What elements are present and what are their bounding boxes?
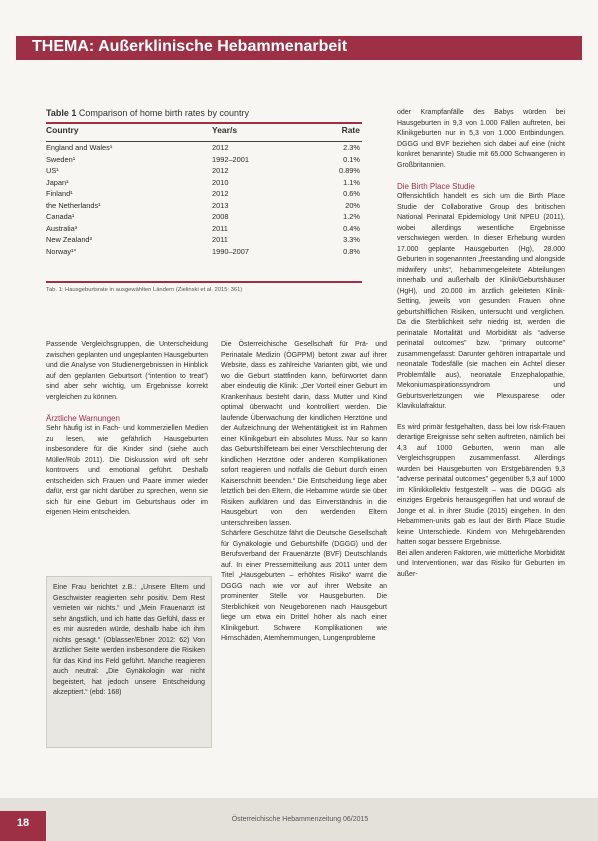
section-header-bar bbox=[16, 36, 582, 60]
column-middle bbox=[221, 340, 387, 645]
table-title-number: Table 1 bbox=[46, 108, 77, 118]
table-row bbox=[46, 189, 362, 201]
cell-country: England and Wales¹ bbox=[46, 143, 113, 152]
cell-country: Sweden¹ bbox=[46, 154, 76, 164]
table-row bbox=[46, 143, 362, 155]
section-header-title: THEMA: Außerklinische Hebammenarbeit bbox=[32, 38, 348, 55]
paragraph: Es wird primär festgehalten, dass bei low risk-Frauen derartige Ereignisse sehr selten auftreten, nämlich bei 4,3 auf 1000 Geburten, wenn man alle Vergleichsgruppen zusammenfasst. Allerdings wurden bei Hausgeburten von Erstgebärenden 9,3 “adverse perinatal outcomes” gegenüber 5,3 auf 1000 im Klinikkollektiv festgestellt – was die DGGG als einziges Ergebnis herausgegriffen hat und worauf de Jonge et al. in ihrer Studie (2015) eingehen. In den Hebammen-units gab es laut der Birth Place Studie keine Unterschiede. Kindern von Mehrgebärenden hatten sogar bessere Ergebnisse. bbox=[397, 423, 565, 546]
cell-country: Norway¹° bbox=[46, 246, 77, 256]
cell-rate: 0.89% bbox=[339, 166, 360, 175]
column-left bbox=[46, 340, 208, 519]
table-body bbox=[46, 143, 362, 258]
column-header-years: Year/s bbox=[212, 125, 238, 135]
cell-years: 2011 bbox=[212, 223, 228, 233]
cell-rate: 1.2% bbox=[343, 212, 360, 221]
cell-years: 2010 bbox=[212, 177, 229, 187]
column-right bbox=[397, 108, 565, 580]
cell-years: 2008 bbox=[212, 212, 229, 221]
cell-rate: 1.1% bbox=[343, 177, 360, 187]
table-row bbox=[46, 166, 362, 178]
column-header-rate: Rate bbox=[341, 125, 360, 135]
paragraph: Bei allen anderen Faktoren, wie mütterliche Morbidität und Interventionen, war das Risiko für Geburten im außer- bbox=[397, 549, 565, 578]
cell-country: New Zealand³ bbox=[46, 235, 93, 244]
column-header-country: Country bbox=[46, 125, 79, 135]
table-row bbox=[46, 224, 362, 236]
table-bottom-rule bbox=[46, 281, 362, 283]
cell-country: Canada¹ bbox=[46, 212, 75, 221]
cell-country: Japan¹ bbox=[46, 177, 69, 187]
paragraph: Offensichtlich handelt es sich um die Birth Place Studie der Collaborative Group des britischen National Perinatal Epidemiology Unit NPEU (2011), wobei allerdings wesentliche Ergebnisse verschwiegen werden. In dieser Erhebung wurden 17.000 geplante Hausgeburten (Hg), 28.000 Geburten in sogenannten „freestanding und alongside midwifery units“, hebammengeleitete Abteilungen innerhalb und außerhalb der Klinik/Geburtshäuser (HgH), und 20.000 im ärztlich geleiteten Klinik-Setting, jeweils von gesunden Frauen ohne geburtshilflichen Risiken, untersucht und verglichen. Da die Sterblichkeit sehr niedrig ist, werden die perinatale Mortalität und Morbidität als “adverse perinatal outcomes” bzw. “primary outcome” zusammengefasst: Darunter gehören intrapartale und neonatale Todesfälle (sie machen ein Achtel dieser Problemfälle aus), neonatale Enzephalopathie, Mekoniumaspirationssyndrom und Geburtsverletzungen wie Plexusparese oder Klavikulafraktur. bbox=[397, 193, 565, 410]
cell-rate: 2.3% bbox=[343, 143, 360, 152]
cell-years: 2012 bbox=[212, 189, 229, 198]
cell-country: Australia³ bbox=[46, 223, 78, 233]
subheading-aerztliche-warnungen: Ärztliche Warnungen bbox=[46, 414, 120, 423]
quote-text: Eine Frau berichtet z.B.: „Unsere Eltern und Geschwister reagierten sehr positiv. Dem Rest verrieten wir nichts.“ und „Mein Frauenarzt ist sehr ängstlich, und ich hatte das Gefühl, dass er es mir ausreden würde, deshalb habe ich ihm nichts gesagt.“ (Oblasser/Ebner 2012: 62) Von ärztlicher Seite werden insbesondere die Risiken für das Kind ins Feld geführt. Manche reagieren auch neutral: „Die Gynäkologin war nicht begeistert, hat jedoch unsere Entscheidung akzeptiert.“ (ebd: 168) bbox=[53, 584, 205, 696]
cell-years: 2013 bbox=[212, 200, 229, 210]
table-row bbox=[46, 247, 362, 259]
cell-rate: 0.1% bbox=[343, 154, 360, 164]
paragraph: oder Krampfanfälle des Babys würden bei Hausgeburten in 9,3 von 1.000 Fällen auftreten, bei Klinikgeburten nur in 5,3 von 1.000 Entbindungen. DGGG und BVF beziehen sich dabei auf eine (nicht konkret benannte) Studie mit 65.000 Schwangeren in Großbritannien. bbox=[397, 109, 565, 169]
table-header-row bbox=[46, 125, 362, 140]
paragraph: Die Österreichische Gesellschaft für Prä- und Perinatale Medizin (ÖGPPM) betont zwar auf ihrer Website, dass es zahlreiche Varianten gibt, wie und wo die Geburt stattfinden kann, befürwortet dann aber eindeutig die Klinik: „Der Vorteil einer Geburt im Krankenhaus besteht darin, dass Mutter und Kind optimal überwacht und kontrolliert werden. Die laufende Überwachung der kindlichen Herztöne und der Aufzeichnung der Wehentätigkeit ist im Rahmen einer Klinikgeburt ein absolutes Muss. Nur so kann das Geburtshilfeteam bei einer Verschlechterung der kindlichen Herztöne oder anderen Komplikationen sofort reagieren und notfalls die Geburt durch einen Kaiserschnitt beenden.“ Die Entscheidung liege aber letztlich bei den Eltern, die Hebamme würde sie über Risiken aufklären und das Einverständnis in die Hausgeburt von den werdenden Eltern unterschreiben lassen. bbox=[221, 341, 387, 527]
table-row bbox=[46, 201, 362, 213]
cell-rate: 0.8% bbox=[343, 246, 360, 256]
cell-rate: 0.4% bbox=[343, 223, 360, 233]
table-title bbox=[46, 108, 249, 118]
table-row bbox=[46, 235, 362, 247]
cell-years: 1992–2001 bbox=[212, 154, 249, 164]
table-caption: Tab. 1: Hausgeburtsrate in ausgewählten Ländern (Zielinski et al. 2015: 361) bbox=[46, 287, 243, 293]
cell-rate: 3.3% bbox=[343, 235, 360, 244]
subheading-birth-place-studie: Die Birth Place Studie bbox=[397, 182, 475, 191]
page-number: 18 bbox=[0, 811, 46, 841]
cell-country: Finland¹ bbox=[46, 189, 73, 198]
quote-box bbox=[46, 576, 212, 748]
paragraph: Schärfere Geschütze fährt die Deutsche Gesellschaft für Gynäkologie und Geburtshilfe (DGGG) und der Berufsverband der Frauenärzte (BVF) Deutschlands auf. In einer Pressemitteilung aus 2011 unter dem Titel „Hausgeburten – erhöhtes Risiko“ warnt die DGGG nach wie vor auf ihrer Website an prominenter Stelle vor Hausgeburten. Die Sterblichkeit von Neugeborenen nach Hausgeburt liege um etwa ein Drittel höher als nach einer Klinikgeburt. Schwere Komplikationen wie Hirnschäden, Atemhemmungen, Lungenprobleme bbox=[221, 530, 387, 642]
footer-journal: Österreichische Hebammenzeitung 06/2015 bbox=[231, 816, 369, 823]
cell-rate: 20% bbox=[345, 200, 360, 210]
table-title-text: Comparison of home birth rates by country bbox=[78, 108, 249, 118]
table-header-rule bbox=[46, 141, 362, 142]
cell-country: US¹ bbox=[46, 166, 59, 175]
cell-years: 1990–2007 bbox=[212, 246, 249, 256]
paragraph: Passende Vergleichsgruppen, die Unterscheidung zwischen geplanten und ungeplanten Hausgeburten und die Analyse von Studienergebnissen in Hinblick auf den geplanten Geburtsort (“intention to treat”) sind aber sehr wichtig, um Ergebnisse korrekt vergleichen zu können. bbox=[46, 341, 208, 401]
paragraph: Sehr häufig ist in Fach- und kommerziellen Medien zu lesen, wie gefährlich Hausgeburten insbesondere für die Kinder sind (siehe auch Müller/Rüb 2011). Die Diskussion wird oft sehr kontrovers und emotional geführt. Deshalb entscheiden sich Frauen und Paare immer wieder dafür, erst gar nicht darüber zu sprechen, wenn sie sich für eine Geburt im Geburtshaus oder im eigenen Heim entscheiden. bbox=[46, 425, 208, 516]
table-top-rule bbox=[46, 122, 362, 124]
cell-country: the Netherlands¹ bbox=[46, 200, 101, 210]
cell-years: 2012 bbox=[212, 143, 229, 152]
cell-years: 2011 bbox=[212, 235, 228, 244]
cell-years: 2012 bbox=[212, 166, 229, 175]
cell-rate: 0.6% bbox=[343, 189, 360, 198]
table-row bbox=[46, 155, 362, 167]
table-row bbox=[46, 178, 362, 190]
table-row bbox=[46, 212, 362, 224]
